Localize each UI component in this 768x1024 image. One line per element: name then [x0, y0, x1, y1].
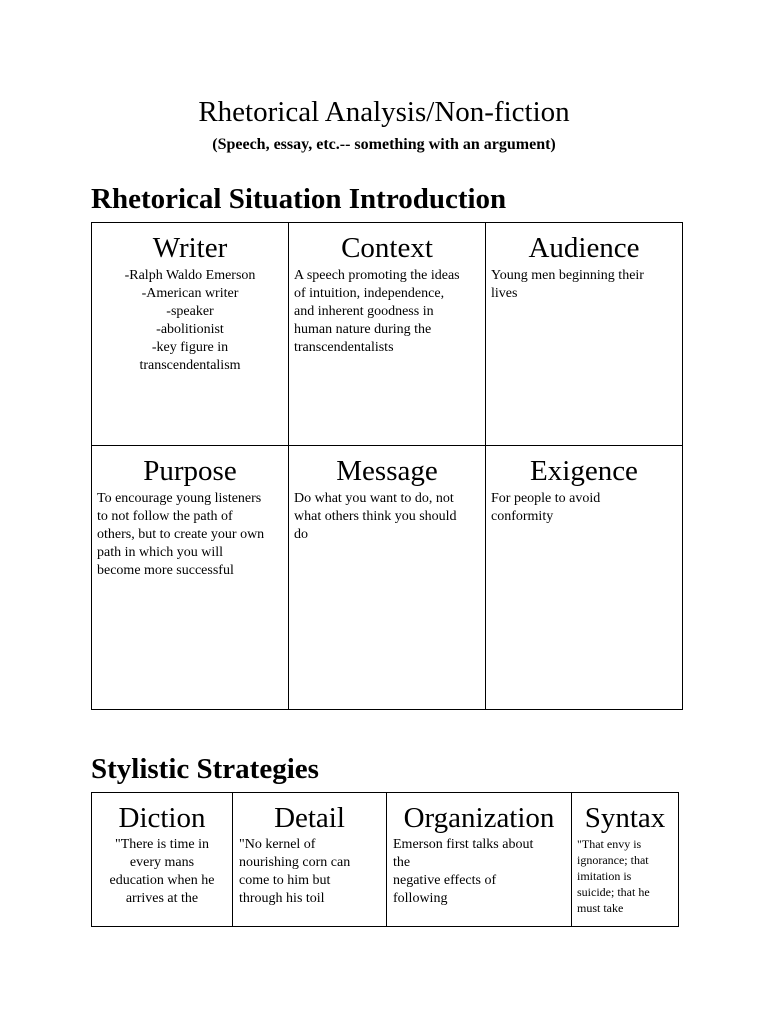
cell-heading: Syntax: [584, 802, 666, 834]
text-line: following: [393, 891, 448, 906]
text-line: -key figure in: [151, 340, 229, 355]
cell-text: [92, 834, 232, 908]
text-line: "There is time in: [115, 837, 209, 852]
text-line: path in which you will: [97, 545, 223, 560]
cell-audience: [486, 223, 683, 446]
text-line: Do what you want to do, not: [294, 491, 454, 506]
text-line: ignorance; that: [577, 853, 649, 867]
text-line: arrives at the: [125, 891, 199, 906]
text-line: become more successful: [97, 563, 234, 578]
text-line: the: [393, 855, 411, 870]
text-line: transcendentalism: [139, 358, 241, 373]
cell-context: [289, 223, 486, 446]
text-line: To encourage young listeners: [97, 491, 262, 506]
text-line: come to him but: [239, 873, 331, 888]
text-line: -speaker: [166, 304, 214, 319]
stylistic-strategies-table: [91, 792, 679, 927]
cell-writer: [92, 223, 289, 446]
cell-heading: Message: [336, 455, 438, 487]
text-line: and inherent goodness in: [294, 304, 434, 319]
section-heading-stylistic-strategies: Stylistic Strategies: [91, 753, 319, 785]
text-line: Emerson first talks about: [393, 837, 534, 852]
cell-detail: [233, 793, 387, 927]
cell-purpose: [92, 446, 289, 710]
document-subtitle: (Speech, essay, etc.-- something with an argument): [212, 136, 556, 153]
cell-heading: Detail: [274, 802, 345, 834]
text-line: must take: [577, 901, 624, 915]
cell-text: [92, 487, 288, 580]
cell-heading: Diction: [118, 802, 206, 834]
section-heading-rhetorical-situation: Rhetorical Situation Introduction: [91, 183, 507, 215]
text-line: nourishing corn can: [239, 855, 351, 870]
text-line: Young men beginning their: [491, 268, 644, 283]
cell-heading: Organization: [403, 802, 555, 834]
text-line: what others think you should: [294, 509, 457, 524]
cell-text: [289, 487, 485, 544]
cell-message: [289, 446, 486, 710]
text-line: transcendentalists: [294, 340, 394, 355]
document-title: Rhetorical Analysis/Non-fiction: [198, 96, 570, 128]
text-line: every mans: [129, 855, 195, 870]
text-line: negative effects of: [393, 873, 497, 888]
text-line: imitation is: [577, 869, 632, 883]
cell-text: [387, 834, 571, 908]
cell-diction: [92, 793, 233, 927]
text-line: -Ralph Waldo Emerson: [124, 268, 256, 283]
text-line: suicide; that he: [577, 885, 650, 899]
text-line: A speech promoting the ideas: [294, 268, 460, 283]
cell-heading: Context: [341, 232, 433, 264]
text-line: do: [294, 527, 308, 542]
cell-text: [486, 264, 682, 303]
cell-heading: Purpose: [143, 455, 237, 487]
cell-heading: Exigence: [530, 455, 638, 487]
text-line: For people to avoid: [491, 491, 601, 506]
cell-syntax: [572, 793, 679, 927]
text-line: others, but to create your own: [97, 527, 265, 542]
cell-exigence: [486, 446, 683, 710]
cell-text: [572, 834, 678, 916]
cell-text: [233, 834, 386, 908]
text-line: lives: [491, 286, 518, 301]
rhetorical-situation-table: [91, 222, 683, 710]
text-line: education when he: [109, 873, 215, 888]
text-line: -abolitionist: [156, 322, 224, 337]
cell-text: [92, 264, 288, 375]
cell-heading: Audience: [528, 232, 640, 264]
text-line: of intuition, independence,: [294, 286, 445, 301]
text-line: human nature during the: [294, 322, 432, 337]
text-line: "No kernel of: [239, 837, 316, 852]
cell-heading: Writer: [152, 232, 228, 264]
text-line: "That envy is: [577, 837, 642, 851]
cell-text: [289, 264, 485, 357]
cell-text: [486, 487, 682, 526]
cell-organization: [387, 793, 572, 927]
text-line: through his toil: [239, 891, 325, 906]
text-line: -American writer: [141, 286, 239, 301]
text-line: conformity: [491, 509, 554, 524]
text-line: to not follow the path of: [97, 509, 233, 524]
